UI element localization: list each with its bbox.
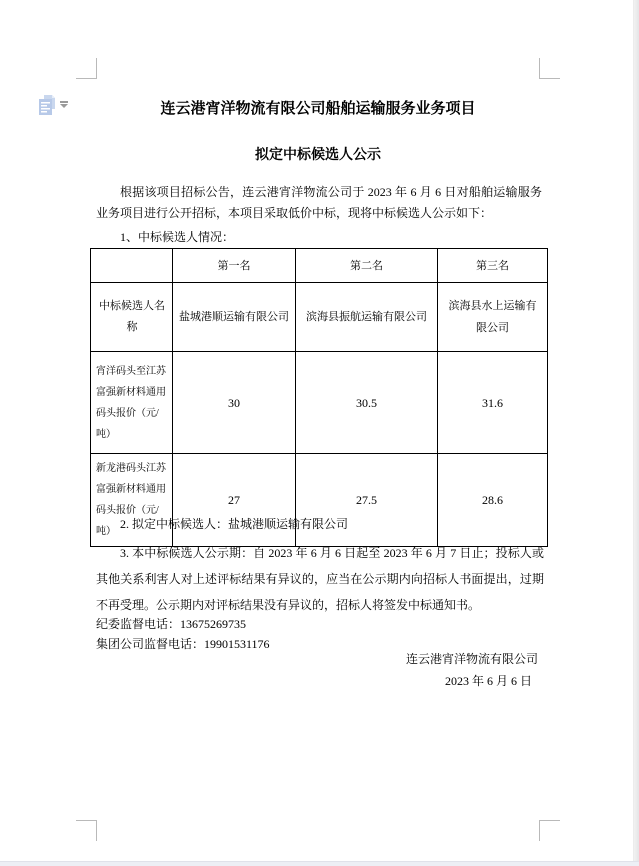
table-cell: 27	[173, 454, 296, 547]
table-cell: 27.5	[296, 454, 438, 547]
table-header-cell: 第三名	[438, 249, 548, 283]
table-cell: 30	[173, 352, 296, 454]
table-header-cell	[91, 249, 173, 283]
supervision-phone-1: 纪委监督电话：13675269735	[96, 617, 247, 631]
chevron-down-icon	[60, 104, 68, 108]
supervision-phone-2: 集团公司监督电话：19901531176	[96, 637, 270, 651]
table-row	[91, 283, 548, 352]
table-cell: 滨海县振航运输有限公司	[296, 283, 438, 352]
table-row-label: 新龙港码头江苏富强新材料通用码头报价（元/吨）	[91, 454, 173, 547]
list-item-1: 1、中标候选人情况：	[120, 230, 235, 244]
page-edge-bottom	[0, 861, 639, 866]
signature-date: 2023 年 6 月 6 日	[444, 674, 532, 688]
table-row-label: 中标候选人名称	[91, 283, 173, 352]
chevron-down-icon	[60, 101, 68, 103]
table-row	[91, 352, 548, 454]
doc-title: 连云港宵洋物流有限公司船舶运输服务业务项目	[160, 101, 476, 117]
text-boundary-mark-bottom-right	[539, 820, 560, 841]
paste-options-button[interactable]	[38, 95, 72, 119]
paste-options-icon	[38, 95, 56, 116]
intro-paragraph: 根据该项目招标公告，连云港宵洋物流公司于 2023 年 6 月 6 日对船舶运输服务业务项目进行公开招标，本项目采取低价中标，现将中标候选人公示如下：	[96, 185, 542, 220]
table-cell: 滨海县水上运输有限公司	[438, 283, 548, 352]
table-header-cell: 第一名	[173, 249, 296, 283]
table-cell: 30.5	[296, 352, 438, 454]
table-header-row	[91, 249, 548, 283]
doc-subtitle: 拟定中标候选人公示	[255, 148, 381, 163]
table-cell: 28.6	[438, 454, 548, 547]
text-boundary-mark-top-left	[76, 58, 97, 79]
signature-company: 连云港宵洋物流有限公司	[405, 652, 538, 666]
page-edge-right	[633, 0, 639, 866]
table-cell: 31.6	[438, 352, 548, 454]
table-row-label: 宵洋码头至江苏富强新材料通用码头报价（元/吨）	[91, 352, 173, 454]
text-boundary-mark-top-right	[539, 58, 560, 79]
list-item-2: 2. 拟定中标候选人：盐城港顺运输有限公司	[120, 517, 349, 531]
table-cell: 盐城港顺运输有限公司	[173, 283, 296, 352]
text-boundary-mark-bottom-left	[76, 820, 97, 841]
table-header-cell: 第二名	[296, 249, 438, 283]
list-item-3: 3. 本中标候选人公示期：自 2023 年 6 月 6 日起至 2023 年 6 月 7 日止；投标人或其他关系利害人对上述评标结果有异议的，应当在公示期内向招标人书面提出，过期不再受理。公示期内对评标结果没有异议的，招标人将签发中标通知书。	[96, 546, 544, 612]
bid-candidates-table	[90, 248, 548, 547]
